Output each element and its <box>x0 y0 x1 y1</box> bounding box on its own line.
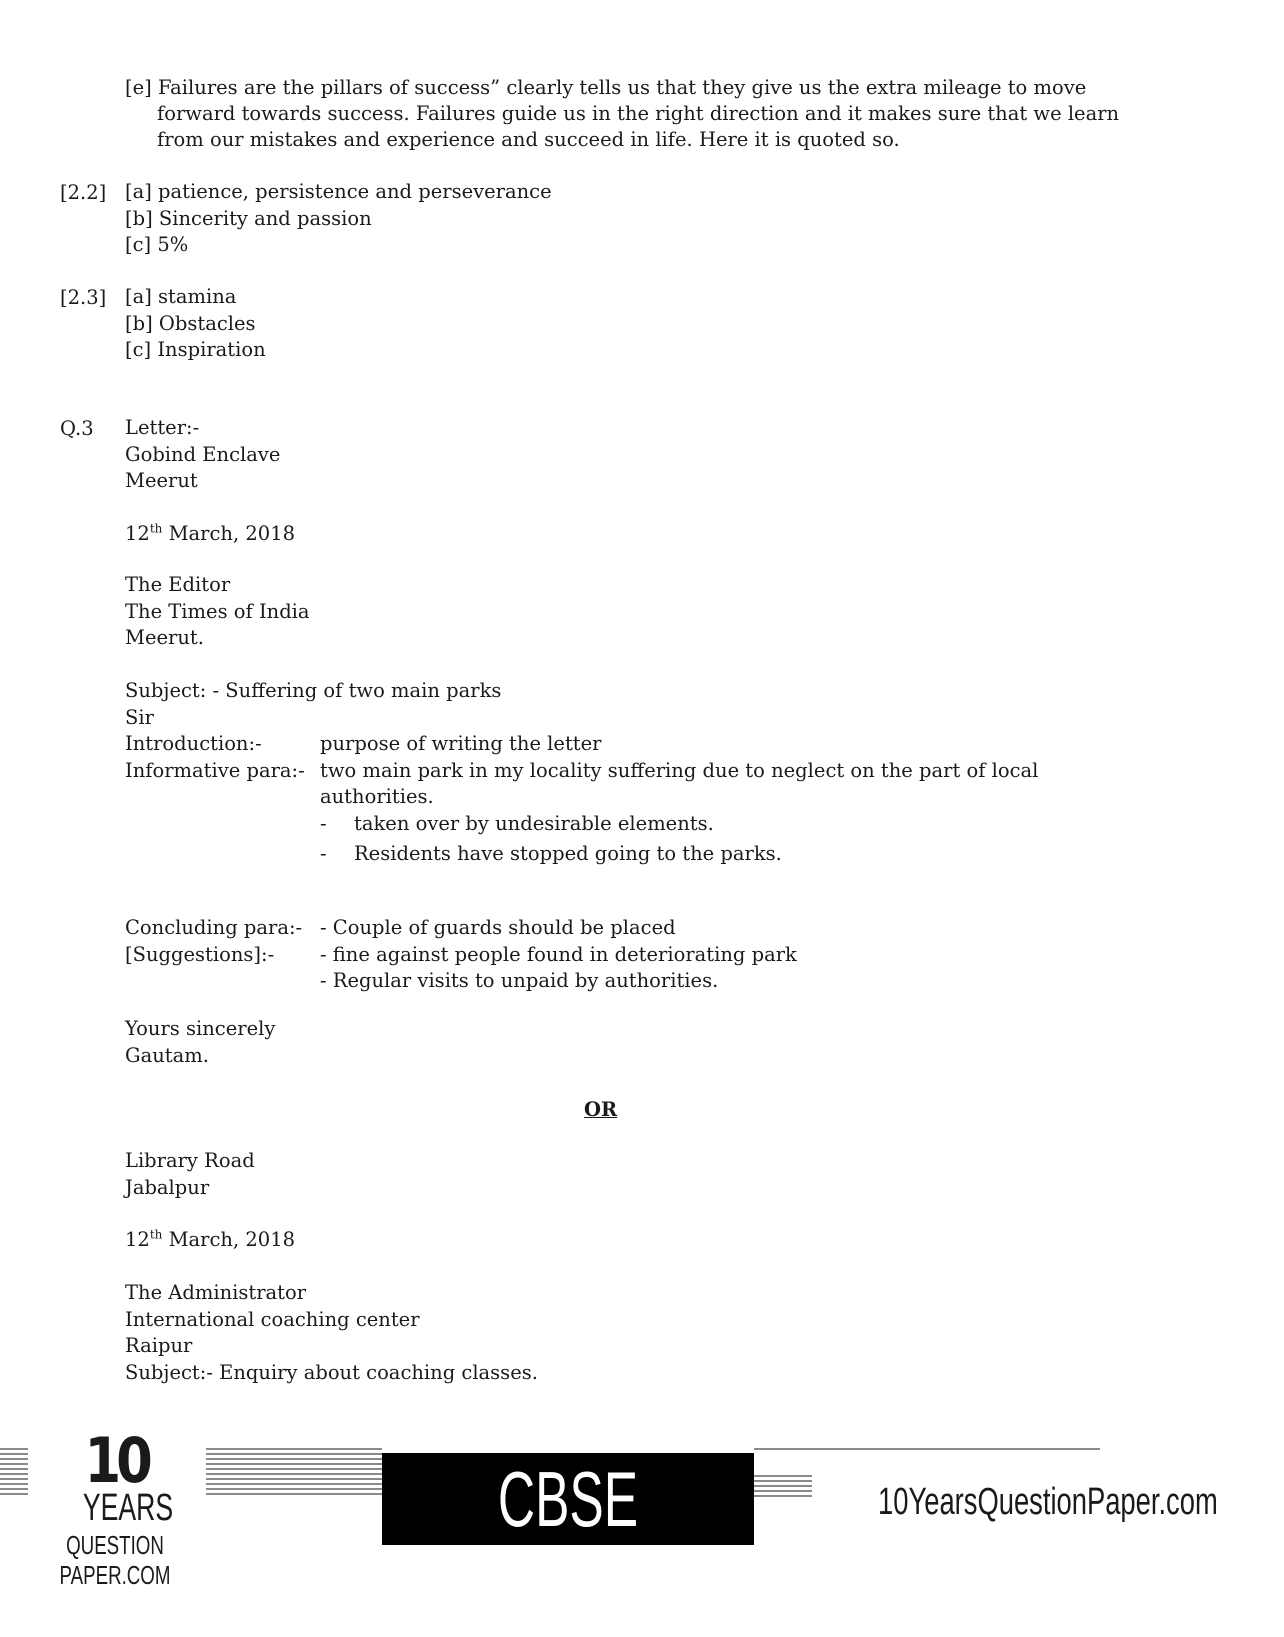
info-text: two main park in my locality suffering due to neglect on the part of local <box>320 758 1039 782</box>
receiver-line: The Times of India <box>125 599 310 623</box>
list-item: - Regular visits to unpaid by authorities. <box>320 969 719 992</box>
letter-salutation: Sir <box>125 705 154 729</box>
concluding-label: Concluding para:- <box>125 916 303 939</box>
info-points <box>320 809 820 869</box>
footer-rule-mid <box>206 1448 382 1498</box>
board-banner <box>382 1453 754 1635</box>
sender-address-line: Meerut <box>125 469 198 492</box>
letter-heading-block <box>125 415 280 495</box>
receiver-line: The Administrator <box>125 1281 307 1304</box>
closing-line: Yours sincerely <box>125 1017 276 1040</box>
answer-item: [a] stamina <box>125 285 237 308</box>
answer-item: [c] Inspiration <box>125 338 266 361</box>
info-text: authorities. <box>320 785 434 808</box>
list-item <box>320 839 820 869</box>
bullet: - <box>320 812 327 835</box>
date-suffix: th <box>149 1227 163 1242</box>
letter2-date <box>125 1226 295 1253</box>
answer-item: [c] 5% <box>125 233 189 256</box>
concluding-points <box>320 915 797 995</box>
receiver-line: Meerut. <box>125 626 204 649</box>
q2-2-answers <box>125 179 552 259</box>
letter-subject: Subject: - Suffering of two main parks <box>125 679 502 702</box>
list-item: - Couple of guards should be placed <box>320 916 676 939</box>
logo-number: 10 <box>84 1424 148 1497</box>
website-link[interactable] <box>812 1480 1218 1524</box>
sender-address-line: Gobind Enclave <box>125 442 281 466</box>
q2-3-label: [2.3] <box>60 286 107 309</box>
date-suffix: th <box>149 521 163 536</box>
answer-item: [b] Obstacles <box>125 311 256 335</box>
bullet: - <box>320 842 327 865</box>
date-day: 12 <box>125 522 150 545</box>
date-rest: March, 2018 <box>162 522 296 545</box>
signature-name: Gautam. <box>125 1043 209 1067</box>
logo-site-text: QUESTION PAPER.COM <box>59 1530 171 1590</box>
receiver-line: Raipur <box>125 1334 193 1357</box>
list-item: - fine against people found in deteriorating park <box>320 942 797 966</box>
list-item-text: Residents have stopped going to the parks. <box>354 842 782 865</box>
date-rest: March, 2018 <box>162 1228 296 1251</box>
footer-rule-right-lower <box>754 1475 812 1500</box>
receiver-address-2 <box>125 1280 538 1386</box>
info-label: Informative para:- <box>125 758 305 782</box>
letter-date <box>125 520 295 547</box>
body-text-block <box>320 731 1038 811</box>
list-item-text: taken over by undesirable elements. <box>354 812 714 835</box>
list-item <box>320 809 820 839</box>
answer-e-line3: from our mistakes and experience and succeed in life. Here it is quoted so. <box>157 128 900 151</box>
date-day: 12 <box>125 1228 150 1251</box>
letter-heading: Letter:- <box>125 416 200 439</box>
answer-e-line1: [e] Failures are the pillars of success” clearly tells us that they give us the extra mileage to move <box>125 76 1087 99</box>
footer-rule-right <box>754 1448 1100 1453</box>
receiver-line: The Editor <box>125 573 231 596</box>
footer-rule-left <box>0 1448 28 1498</box>
or-divider: OR <box>584 1098 618 1121</box>
sender-address-2 <box>125 1148 255 1201</box>
letter2-subject: Subject:- Enquiry about coaching classes. <box>125 1360 538 1384</box>
answer-e-line2: forward towards success. Failures guide us in the right direction and it makes sure that we learn <box>157 102 1120 125</box>
suggestions-label: [Suggestions]:- <box>125 942 275 966</box>
sender-address-line: Jabalpur <box>125 1175 210 1199</box>
q2-2-label: [2.2] <box>60 181 107 204</box>
website-text: 10YearsQuestionPaper.com <box>878 1481 1218 1523</box>
q3-label: Q.3 <box>60 417 94 440</box>
logo-years: YEARS <box>82 1487 174 1529</box>
answer-item: [a] patience, persistence and perseverance <box>125 180 552 203</box>
receiver-line: International coaching center <box>125 1307 420 1331</box>
intro-label: Introduction:- <box>125 732 262 755</box>
intro-text: purpose of writing the letter <box>320 732 602 755</box>
concluding-labels <box>125 915 302 968</box>
q2-3-answers <box>125 284 266 364</box>
closing-block <box>125 1016 275 1069</box>
answer-item: [b] Sincerity and passion <box>125 206 372 230</box>
sender-address-line: Library Road <box>125 1149 255 1172</box>
receiver-address <box>125 572 310 652</box>
banner-text: CBSE BOARD X <box>452 1455 684 1635</box>
